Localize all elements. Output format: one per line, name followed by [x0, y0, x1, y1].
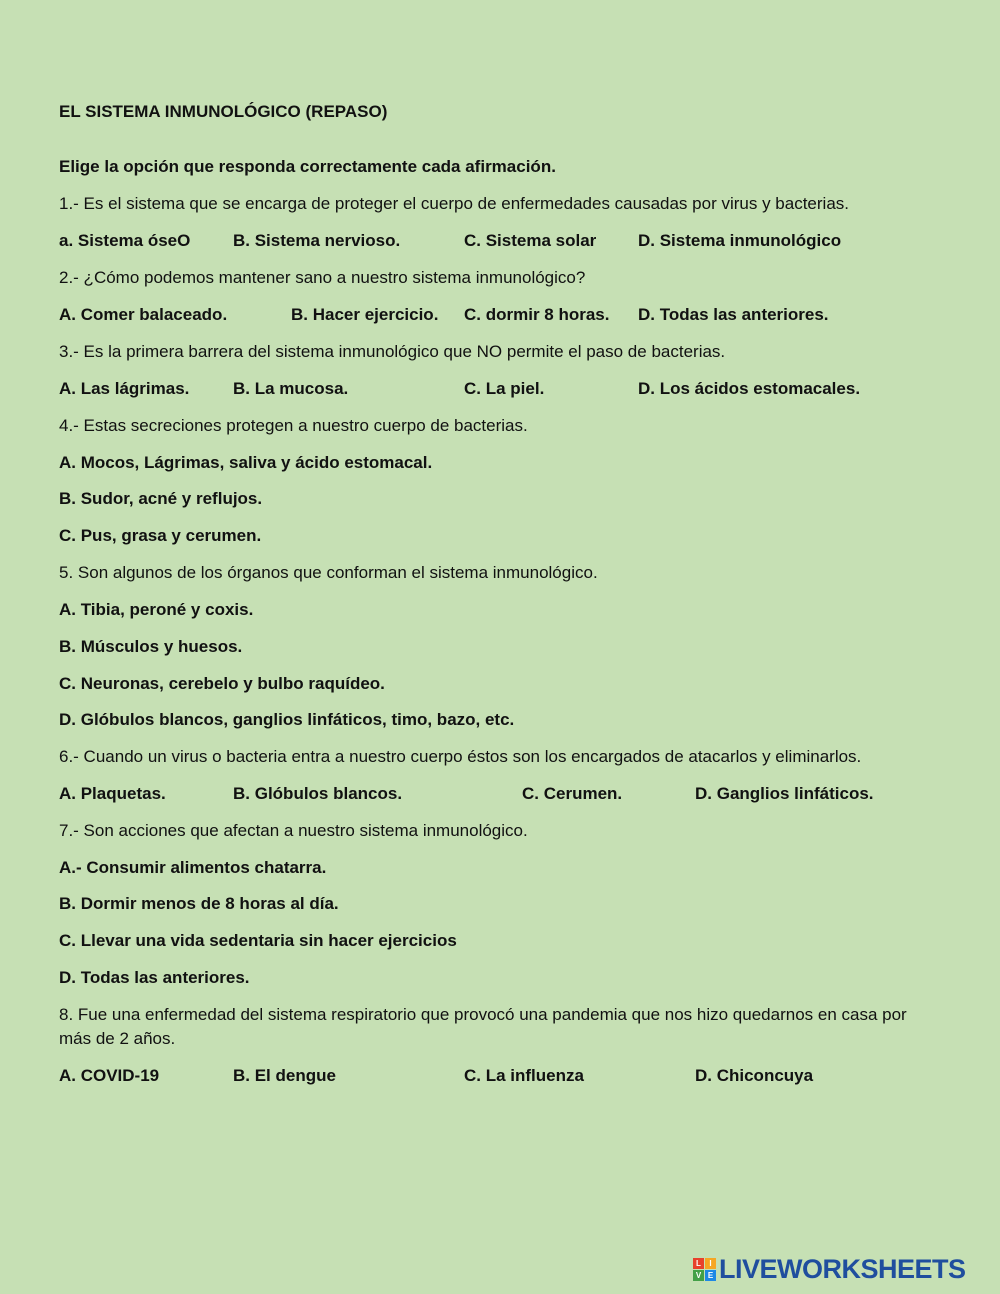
instruction: Elige la opción que responda correctamente cada afirmación. — [59, 157, 556, 176]
q6-option-b[interactable]: B. Glóbulos blancos. — [233, 784, 403, 803]
question-8: 8. Fue una enfermedad del sistema respiratorio que provocó una pandemia que nos hizo quedarnos en casa por más de 2 años. — [59, 1005, 907, 1048]
q6-option-a[interactable]: A. Plaquetas. — [59, 784, 166, 803]
logo-block-v: V — [693, 1270, 704, 1281]
logo-text: LIVEWORKSHEETS — [719, 1253, 966, 1284]
q2-option-c[interactable]: C. dormir 8 horas. — [464, 305, 610, 324]
q8-option-d[interactable]: D. Chiconcuya — [695, 1066, 814, 1085]
logo-mark-icon — [693, 1258, 716, 1281]
q5-option-b[interactable]: B. Músculos y huesos. — [59, 637, 243, 656]
q2-option-a[interactable]: A. Comer balaceado. — [59, 305, 228, 324]
question-4: 4.- Estas secreciones protegen a nuestro cuerpo de bacterias. — [59, 416, 528, 435]
q4-option-c[interactable]: C. Pus, grasa y cerumen. — [59, 526, 262, 545]
q2-option-b[interactable]: B. Hacer ejercicio. — [291, 305, 439, 324]
q1-option-d[interactable]: D. Sistema inmunológico — [638, 231, 842, 250]
q7-option-a[interactable]: A.- Consumir alimentos chatarra. — [59, 858, 327, 877]
q8-option-c[interactable]: C. La influenza — [464, 1066, 584, 1085]
q5-option-c[interactable]: C. Neuronas, cerebelo y bulbo raquídeo. — [59, 674, 385, 693]
q5-option-a[interactable]: A. Tibia, peroné y coxis. — [59, 600, 254, 619]
question-6: 6.- Cuando un virus o bacteria entra a nuestro cuerpo éstos son los encargados de atacarlos y eliminarlos. — [59, 747, 862, 766]
q3-option-d[interactable]: D. Los ácidos estomacales. — [638, 379, 861, 398]
q7-option-c[interactable]: C. Llevar una vida sedentaria sin hacer ejercicios — [59, 931, 457, 950]
q4-option-b[interactable]: B. Sudor, acné y reflujos. — [59, 489, 263, 508]
question-5: 5. Son algunos de los órganos que conforman el sistema inmunológico. — [59, 563, 598, 582]
q7-option-d[interactable]: D. Todas las anteriores. — [59, 968, 250, 987]
q3-option-c[interactable]: C. La piel. — [464, 379, 545, 398]
q1-option-c[interactable]: C. Sistema solar — [464, 231, 597, 250]
liveworksheets-logo — [693, 1254, 966, 1284]
q3-option-b[interactable]: B. La mucosa. — [233, 379, 349, 398]
logo-block-i: I — [705, 1258, 716, 1269]
q2-option-d[interactable]: D. Todas las anteriores. — [638, 305, 829, 324]
logo-block-e: E — [705, 1270, 716, 1281]
question-3: 3.- Es la primera barrera del sistema inmunológico que NO permite el paso de bacterias. — [59, 342, 726, 361]
q7-option-b[interactable]: B. Dormir menos de 8 horas al día. — [59, 894, 339, 913]
q1-option-a[interactable]: a. Sistema óseO — [59, 231, 191, 250]
q6-option-d[interactable]: D. Ganglios linfáticos. — [695, 784, 874, 803]
logo-block-l: L — [693, 1258, 704, 1269]
q4-option-a[interactable]: A. Mocos, Lágrimas, saliva y ácido estomacal. — [59, 453, 433, 472]
question-1: 1.- Es el sistema que se encarga de proteger el cuerpo de enfermedades causadas por virus y bacterias. — [59, 194, 849, 213]
q1-option-b[interactable]: B. Sistema nervioso. — [233, 231, 401, 250]
question-2: 2.- ¿Cómo podemos mantener sano a nuestro sistema inmunológico? — [59, 268, 586, 287]
q8-option-a[interactable]: A. COVID-19 — [59, 1066, 160, 1085]
q5-option-d[interactable]: D. Glóbulos blancos, ganglios linfáticos, timo, bazo, etc. — [59, 710, 515, 729]
worksheet-title: EL SISTEMA INMUNOLÓGICO (REPASO) — [59, 102, 388, 121]
q3-option-a[interactable]: A. Las lágrimas. — [59, 379, 190, 398]
question-7: 7.- Son acciones que afectan a nuestro sistema inmunológico. — [59, 821, 528, 840]
q6-option-c[interactable]: C. Cerumen. — [522, 784, 623, 803]
q8-option-b[interactable]: B. El dengue — [233, 1066, 336, 1085]
